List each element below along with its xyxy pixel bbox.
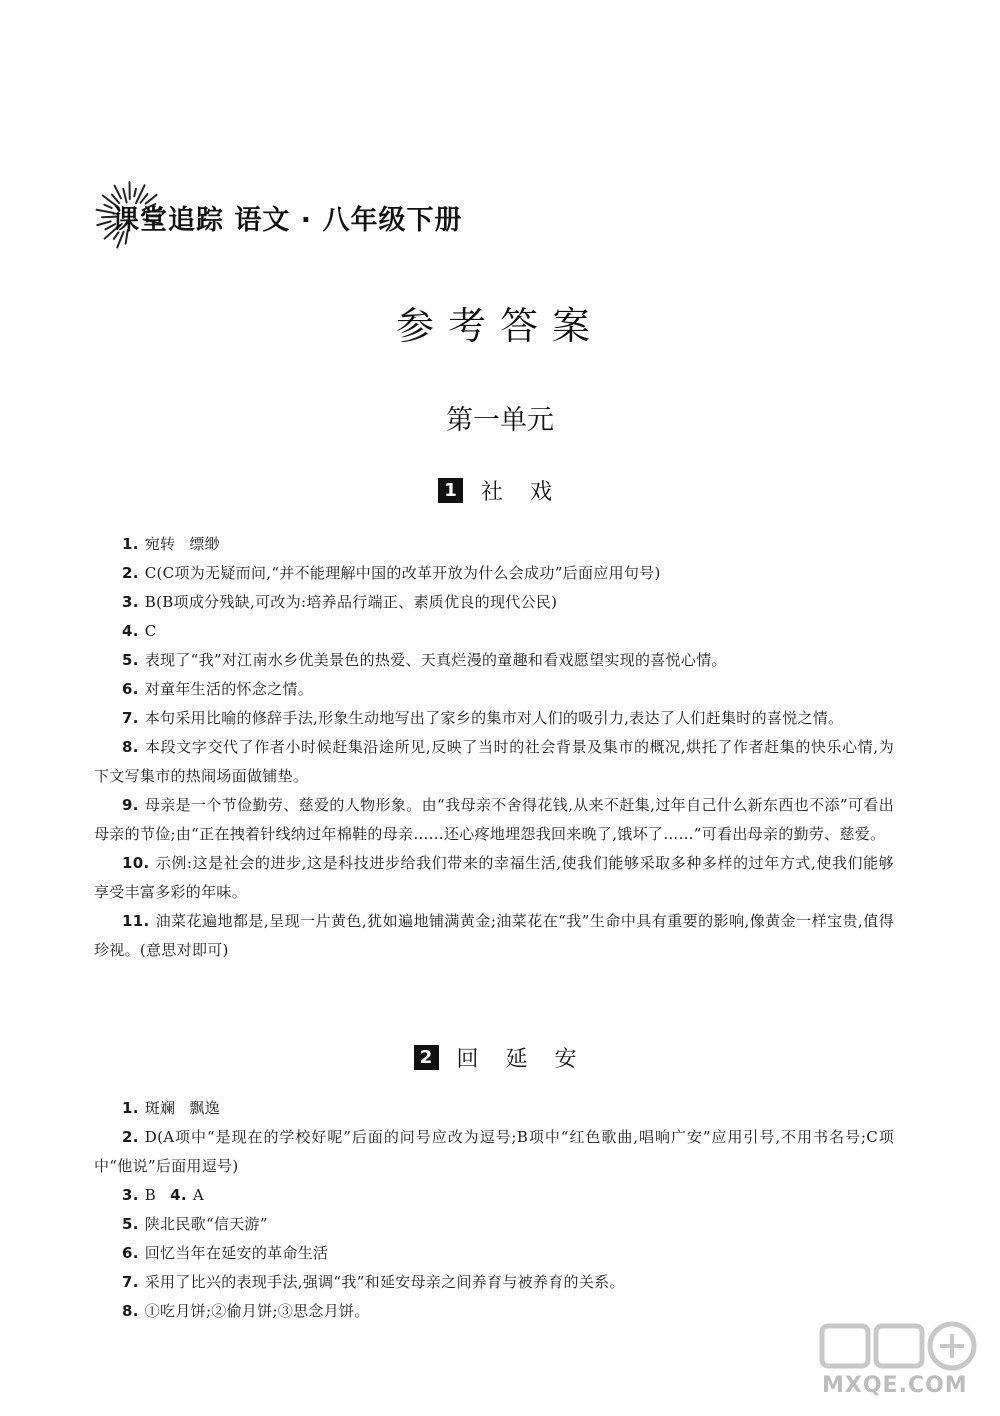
answer-item (94, 530, 894, 559)
answer-number: 8. (122, 1302, 139, 1320)
answer-number: 8. (122, 738, 139, 756)
answer-number: 2. (122, 564, 139, 582)
answer-text: 回忆当年在延安的革命生活 (144, 1244, 329, 1262)
answer-text: ①吃月饼;②偷月饼;③思念月饼。 (144, 1302, 370, 1320)
answer-text: 油菜花遍地都是,呈现一片黄色,犹如遍地铺满黄金;油菜花在“我”生命中具有重要的影响,像黄金一样宝贵,值得珍视。(意思对即可) (94, 912, 894, 959)
answer-number: 1. (122, 1099, 139, 1117)
answer-number: 3. (122, 593, 139, 611)
unit-title: 第一单元 (446, 405, 554, 436)
answer-item (94, 907, 894, 965)
answer-text: 母亲是一个节俭勤劳、慈爱的人物形象。由“我母亲不舍得花钱,从来不赶集,过年自己什么新东西也不添”可看出母亲的节俭;由“正在拽着针线纳过年棉鞋的母亲……还心疼地埋怨我回来晚了,饿坏了……”可看出母亲的勤劳、慈爱。 (94, 796, 894, 843)
answer-item (94, 791, 894, 849)
lesson-name: 社 戏 (481, 480, 562, 505)
lesson-heading-1 (0, 475, 1000, 506)
answer-text: 示例:这是社会的进步,这是科技进步给我们带来的幸福生活,使我们能够采取多种多样的过年方式,使我们能够享受丰富多彩的年味。 (94, 854, 894, 901)
answer-text: B (144, 1186, 157, 1204)
answer-item (94, 675, 894, 704)
answer-text: 表现了“我”对江南水乡优美景色的热爱、天真烂漫的童趣和看戏愿望实现的喜悦心情。 (144, 651, 727, 669)
answer-number: 1. (122, 535, 139, 553)
answer-item (94, 704, 894, 733)
answer-text: 斑斓 (144, 1099, 176, 1117)
answer-item (94, 1210, 894, 1239)
answer-number: 10. (122, 854, 150, 872)
answer-number: 4. (170, 1186, 187, 1204)
answer-number: 2. (122, 1128, 139, 1146)
answer-text: 宛转 (144, 535, 176, 553)
lesson-heading-2 (0, 1042, 1000, 1073)
answer-number: 6. (122, 680, 139, 698)
answer-text: 飘逸 (189, 1099, 220, 1117)
answer-text: 本句采用比喻的修辞手法,形象生动地写出了家乡的集市对人们的吸引力,表达了人们赶集时的喜悦之情。 (144, 709, 844, 727)
answer-item (94, 617, 894, 646)
answer-item (94, 1123, 894, 1181)
answer-number: 11. (122, 912, 150, 930)
watermark-logo (812, 1312, 982, 1402)
lesson-number-badge: 2 (414, 1045, 439, 1070)
page-title: 参考答案 (395, 304, 604, 348)
lesson-number-badge: 1 (438, 478, 463, 503)
answer-item (94, 646, 894, 675)
answer-text: A (192, 1186, 204, 1204)
answer-number: 4. (122, 622, 139, 640)
answer-item (94, 1239, 894, 1268)
answer-item (94, 559, 894, 588)
answer-text: D(A项中“是现在的学校好呢”后面的问号应改为逗号;B项中“红色歌曲,唱响广安”应用引号,不用书名号;C项中“他说”后面用逗号) (94, 1128, 894, 1175)
answer-number: 6. (122, 1244, 139, 1262)
watermark-emblem-icon (812, 1312, 982, 1382)
answer-text: 缥缈 (189, 535, 220, 553)
answer-text: B(B项成分残缺,可改为:培养品行端正、素质优良的现代公民) (144, 593, 558, 611)
answer-item (94, 849, 894, 907)
answer-number: 5. (122, 651, 139, 669)
answer-item (94, 588, 894, 617)
answer-item (94, 1268, 894, 1297)
answer-text: 本段文字交代了作者小时候赶集沿途所见,反映了当时的社会背景及集市的概况,烘托了作者赶集的快乐心情,为下文写集市的热闹场面做铺垫。 (94, 738, 894, 785)
answer-number: 7. (122, 1273, 139, 1291)
answer-item (94, 1181, 894, 1210)
book-header (92, 180, 552, 260)
answer-list-1 (94, 530, 894, 965)
answer-text: 对童年生活的怀念之情。 (144, 680, 314, 698)
lesson-name: 回 延 安 (456, 1047, 587, 1072)
answer-item (94, 1094, 894, 1123)
answer-number: 5. (122, 1215, 139, 1233)
answer-number: 7. (122, 709, 139, 727)
answer-list-2 (94, 1094, 894, 1326)
book-title: 课堂追踪 语文 · 八年级下册 (112, 205, 463, 236)
answer-text: C(C项为无疑而问,“并不能理解中国的改革开放为什么会成功”后面应用句号) (144, 564, 661, 582)
answer-item (94, 733, 894, 791)
answer-item (94, 1297, 894, 1326)
answer-text: C (144, 622, 157, 640)
answer-text: 采用了比兴的表现手法,强调“我”和延安母亲之间养育与被养育的关系。 (144, 1273, 625, 1291)
answer-number: 3. (122, 1186, 139, 1204)
watermark-text: MXQE.COM (822, 1373, 968, 1398)
answer-number: 9. (122, 796, 139, 814)
answer-text: 陕北民歌“信天游” (144, 1215, 268, 1233)
